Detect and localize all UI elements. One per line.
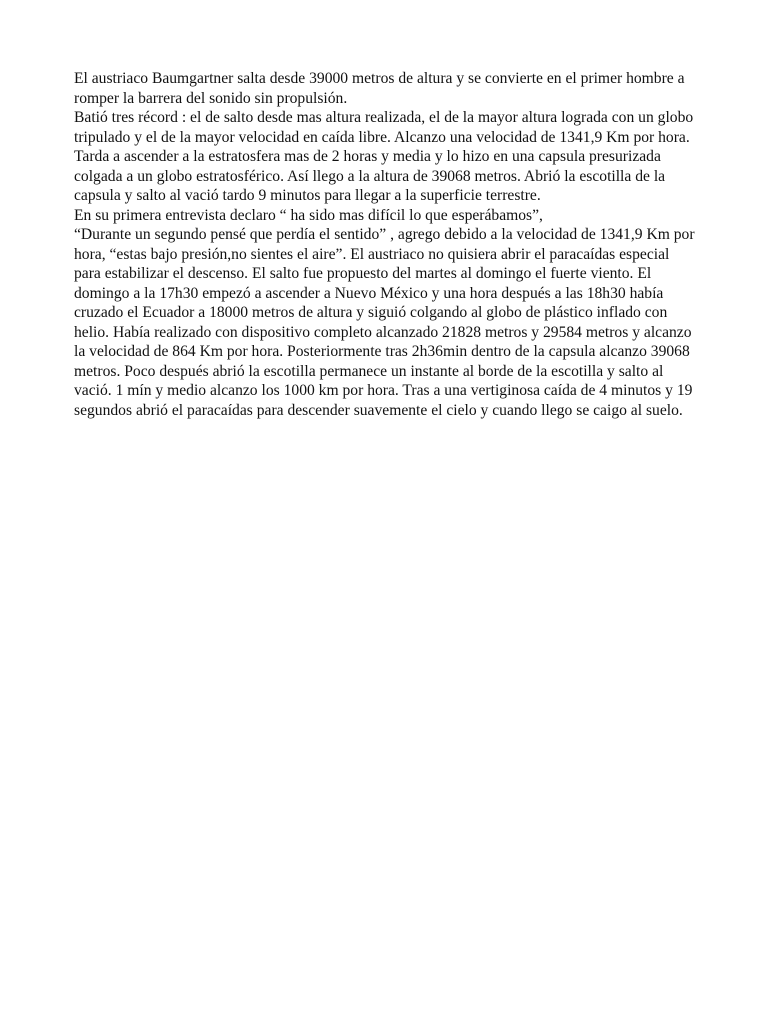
paragraph-ascent: Tarda a ascender a la estratosfera mas de 2 horas y media y lo hizo en una capsula presurizada colgada a un globo estratosférico. Así llego a la altura de 39068 metros. Abrió la escotilla de la capsula y salto al vació tardo 9 minutos para llegar a la superficie terrestre.	[74, 148, 666, 204]
document-body	[74, 69, 699, 420]
paragraph-interview: En su primera entrevista declaro “ ha sido mas difícil lo que esperábamos”, “Durante un segundo pensé que perdía el sentido” , agrego debido a la velocidad de 1341,9 Km por hora, “estas bajo presión,no sientes el aire”. El austriaco no quisiera abrir el paracaídas especial para estabilizar el descenso. El salto fue propuesto del martes al domingo el fuerte viento. El domingo a la 17h30 empezó a ascender a Nuevo México y una hora después a las 18h30 había cruzado el Ecuador a 18000 metros de altura y siguió colgando al globo de plástico inflado con helio. Había realizado con dispositivo completo alcanzado 21828 metros y 29584 metros y alcanzo la velocidad de 864 Km por hora. Posteriormente tras 2h36min dentro de la capsula alcanzo 39068 metros. Poco después abrió la escotilla permanece un instante al borde de la escotilla y salto al vació. 1 mín y medio alcanzo los 1000 km por hora. Tras a una vertiginosa caída de 4 minutos y 19 segundos abrió el paracaídas para descender suavemente el cielo y cuando llego se caigo al suelo.	[74, 206, 695, 419]
paragraph-records: Batió tres récord : el de salto desde mas altura realizada, el de la mayor altura lograda con un globo tripulado y el de la mayor velocidad en caída libre. Alcanzo una velocidad de 1341,9 Km por hora.	[74, 109, 694, 146]
paragraph-intro: El austriaco Baumgartner salta desde 39000 metros de altura y se convierte en el primer hombre a romper la barrera del sonido sin propulsión.	[74, 70, 685, 107]
